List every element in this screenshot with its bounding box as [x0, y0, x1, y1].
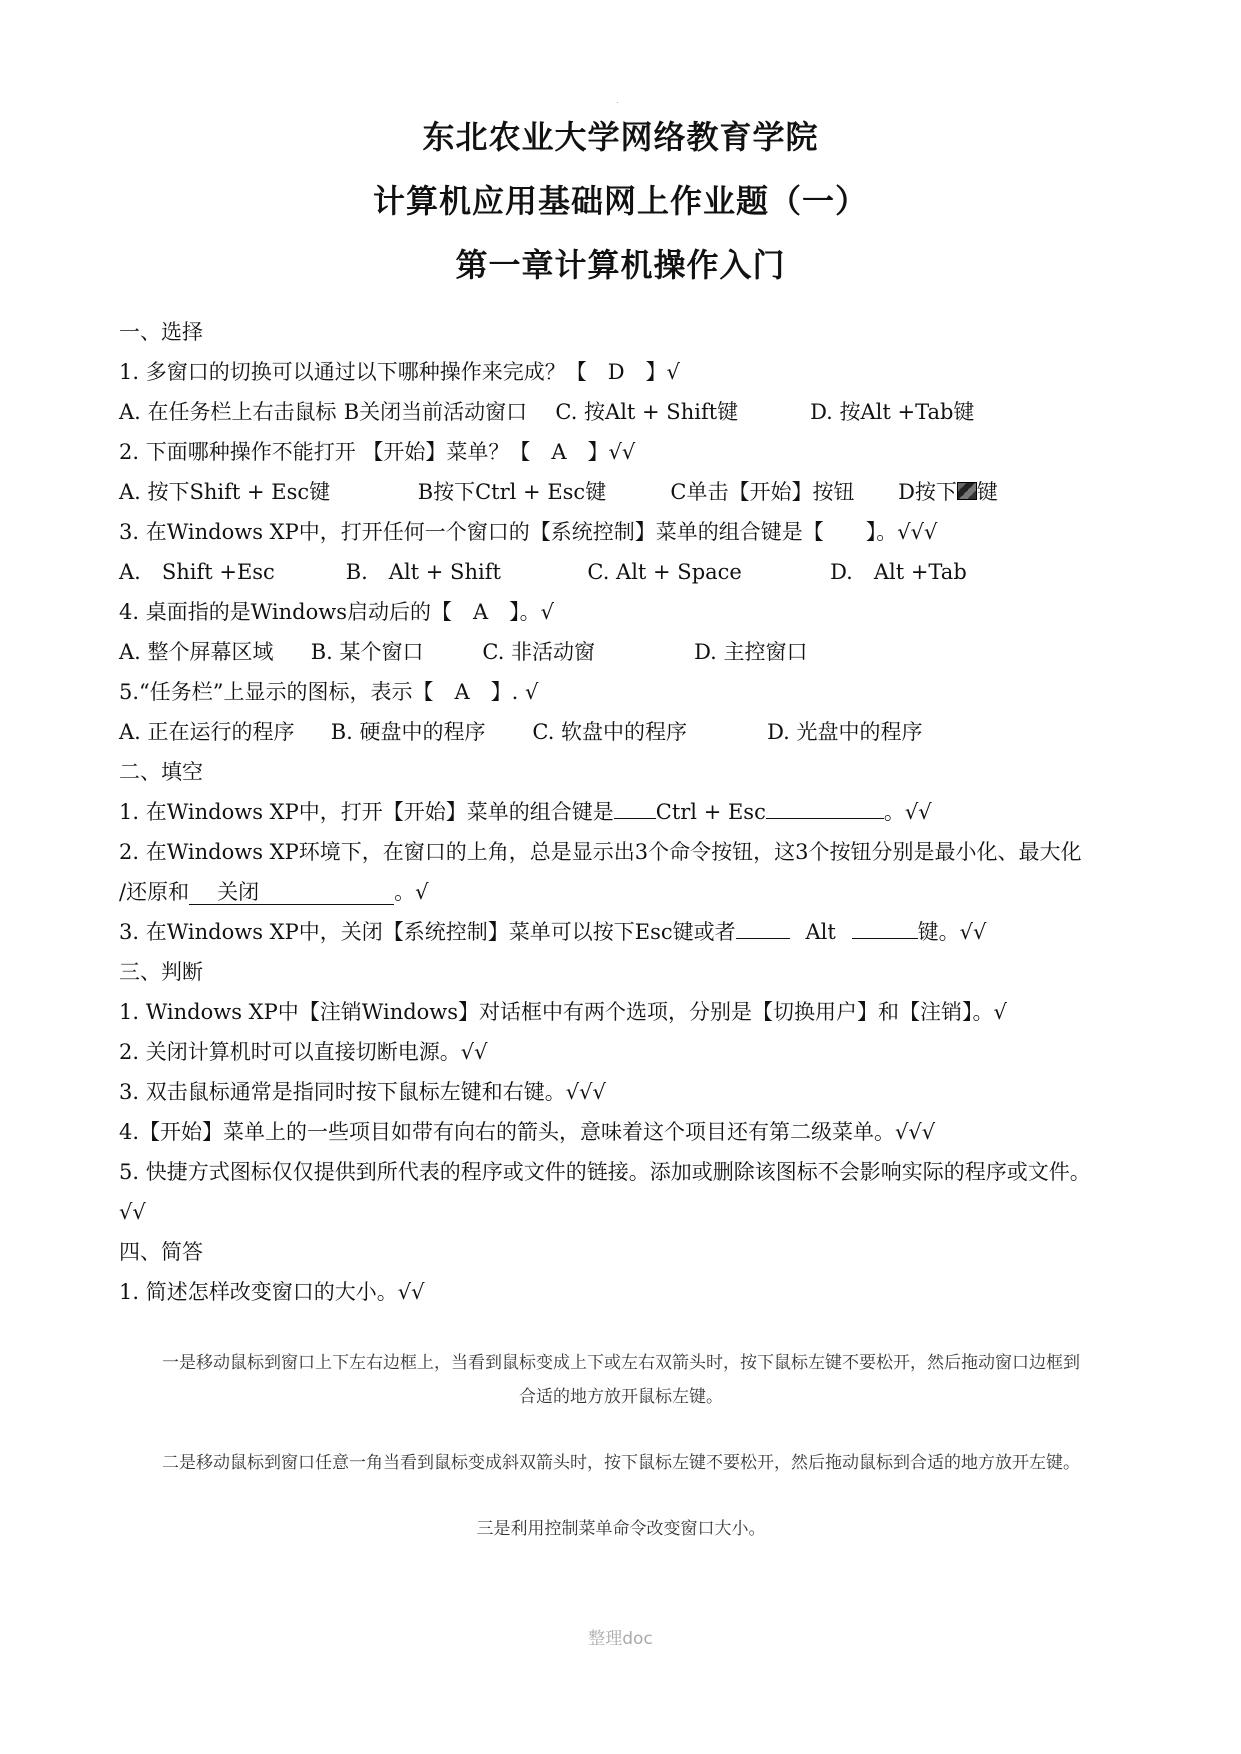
fill-q3 [119, 918, 986, 946]
blank [852, 938, 918, 939]
judge-q4: 4.【开始】菜单上的一些项目如带有向右的箭头，意味着这个项目还有第二级菜单。√√√ [119, 1120, 936, 1144]
blank [614, 818, 656, 819]
page-footer: 整理doc [588, 1629, 653, 1649]
option: B. 某个窗口 [310, 640, 424, 664]
choice-q3: 3. 在Windows XP中，打开任何一个窗口的【系统控制】菜单的组合键是【 】。√√√ [119, 520, 938, 544]
fill-q1-end: 。√√ [883, 800, 932, 824]
choice-q5: 5.“任务栏”上显示的图标，表示【 A 】. √ [119, 680, 539, 704]
option: C. Alt + Space [587, 560, 742, 584]
fill-q1-answer: Ctrl + Esc [655, 800, 766, 824]
choice-q5-options [119, 718, 923, 746]
blank [766, 818, 884, 819]
school-title: 东北农业大学网络教育学院 [422, 118, 819, 156]
option: A. Shift +Esc [119, 560, 275, 584]
fill-q3-answer: Alt [805, 920, 836, 944]
option-suffix: 键 [976, 480, 998, 504]
section-judge-heading: 三、判断 [119, 960, 203, 984]
option: D. 按Alt +Tab键 [810, 400, 975, 424]
chapter-title: 第一章计算机操作入门 [455, 246, 786, 284]
top-dot: . [616, 96, 619, 105]
choice-q4-options [119, 638, 808, 666]
answer-paragraph-1 [110, 1346, 1132, 1414]
option: D按下 [898, 480, 957, 504]
fill-q1-text: 1. 在Windows XP中，打开【开始】菜单的组合键是 [119, 800, 614, 824]
fill-q1 [119, 798, 932, 826]
fill-q2-answer: 关闭 [189, 880, 394, 905]
choice-q4: 4. 桌面指的是Windows启动后的【 A 】。√ [119, 600, 555, 624]
fill-q2-line1: 2. 在Windows XP环境下，在窗口的上角，总是显示出3个命令按钮，这3个按钮分别是最小化、最大化 [119, 840, 1082, 864]
course-title: 计算机应用基础网上作业题（一） [372, 182, 868, 220]
fill-q2-line2 [119, 878, 428, 906]
answer-paragraph-3: 三是利用控制菜单命令改变窗口大小。 [476, 1519, 766, 1539]
section-fill-heading: 二、填空 [119, 760, 203, 784]
windows-key-icon [957, 482, 977, 500]
blank [736, 938, 790, 939]
short-q1: 1. 简述怎样改变窗口的大小。√√ [119, 1280, 425, 1304]
judge-q3: 3. 双击鼠标通常是指同时按下鼠标左键和右键。√√√ [119, 1080, 606, 1104]
option: A. 正在运行的程序 [119, 720, 295, 744]
judge-q2: 2. 关闭计算机时可以直接切断电源。√√ [119, 1040, 488, 1064]
judge-q5-line1: 5. 快捷方式图标仅仅提供到所代表的程序或文件的链接。添加或删除该图标不会影响实际的程序或文件。 [119, 1160, 1091, 1184]
section-short-heading: 四、简答 [119, 1240, 203, 1264]
fill-q3-text: 3. 在Windows XP中，关闭【系统控制】菜单可以按下Esc键或者 [119, 920, 736, 944]
choice-q2-options [119, 478, 998, 506]
option: C. 非活动窗 [482, 640, 596, 664]
judge-q1: 1. Windows XP中【注销Windows】对话框中有两个选项，分别是【切换用户】和【注销】。√ [119, 1000, 1007, 1024]
option: B按下Ctrl + Esc键 [417, 480, 607, 504]
option: A. 在任务栏上右击鼠标 [119, 400, 337, 424]
option: B关闭当前活动窗口 [343, 400, 528, 424]
choice-q1: 1. 多窗口的切换可以通过以下哪种操作来完成？【 D 】√ [119, 360, 680, 384]
option: D. 主控窗口 [694, 640, 808, 664]
option: B. Alt + Shift [345, 560, 501, 584]
option: A. 整个屏幕区域 [119, 640, 274, 664]
choice-q2: 2. 下面哪种操作不能打开 【开始】菜单？【 A 】√√ [119, 440, 636, 464]
option: A. 按下Shift + Esc键 [119, 480, 331, 504]
option: D. 光盘中的程序 [767, 720, 923, 744]
option: B. 硬盘中的程序 [330, 720, 486, 744]
judge-q5-line2: √√ [119, 1200, 146, 1224]
answer-paragraph-2: 二是移动鼠标到窗口任意一角当看到鼠标变成斜双箭头时，按下鼠标左键不要松开，然后拖动鼠标到合适的地方放开左键。 [162, 1453, 1080, 1473]
option: D. Alt +Tab [830, 560, 967, 584]
fill-q3-end: 键。√√ [917, 920, 987, 944]
fill-q2-text: /还原和 [119, 880, 190, 904]
option: C. 软盘中的程序 [532, 720, 688, 744]
fill-q2-end: 。√ [394, 880, 429, 904]
answer-1-line2: 合适的地方放开鼠标左键。 [519, 1387, 723, 1407]
answer-1-line1: 一是移动鼠标到窗口上下左右边框上，当看到鼠标变成上下或左右双箭头时，按下鼠标左键不要松开，然后拖动窗口边框到 [162, 1353, 1080, 1373]
section-choice-heading: 一、选择 [119, 320, 203, 344]
option: C. 按Alt + Shift键 [555, 400, 739, 424]
choice-q3-options [119, 558, 967, 586]
choice-q1-options [119, 398, 974, 426]
option: C单击【开始】按钮 [670, 480, 855, 504]
